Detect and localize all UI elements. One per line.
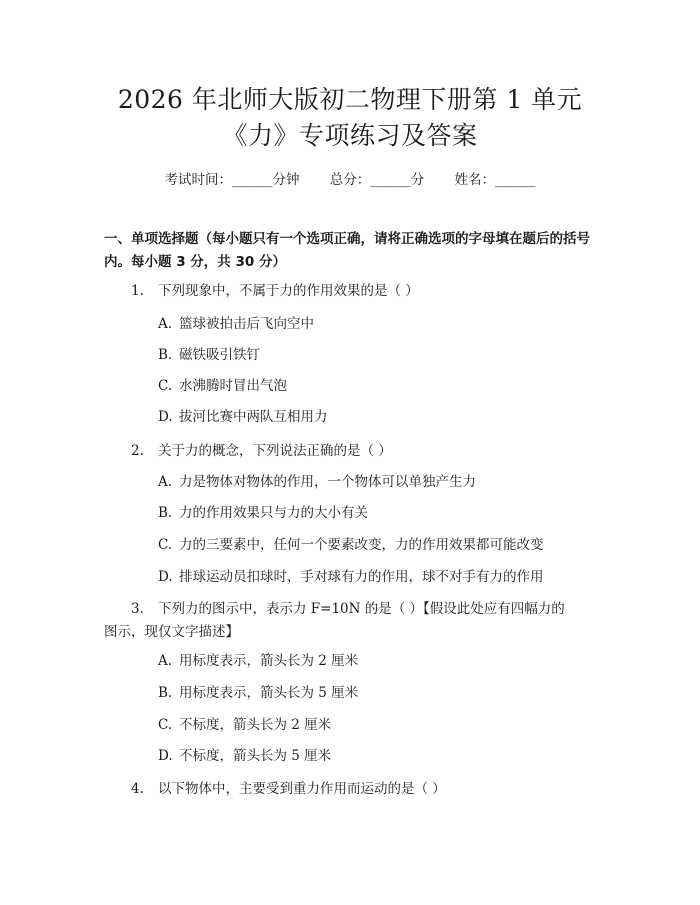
option-letter: B.	[158, 347, 173, 363]
question-3-option-a	[158, 651, 358, 671]
question-2-option-b	[158, 503, 368, 523]
option-text: 力的作用效果只与力的大小有关	[179, 505, 368, 521]
question-2-option-c	[158, 535, 544, 555]
option-letter: D.	[158, 569, 173, 585]
question-2-option-a	[158, 472, 476, 492]
question-text: 以下物体中，主要受到重力作用而运动的是（ ）	[158, 781, 446, 797]
question-3-option-d	[158, 746, 331, 766]
option-text: 用标度表示，箭头长为 2 厘米	[179, 653, 359, 669]
question-4	[131, 778, 446, 801]
option-letter: B.	[158, 685, 173, 701]
question-1-option-c	[158, 376, 287, 396]
option-text: 不标度，箭头长为 5 厘米	[179, 748, 332, 764]
question-3-option-c	[158, 715, 331, 735]
option-text: 用标度表示，箭头长为 5 厘米	[179, 685, 359, 701]
exam-total-score: 总分：______分	[329, 172, 425, 188]
question-text: 下列现象中，不属于力的作用效果的是（ ）	[158, 283, 419, 299]
option-letter: C.	[158, 378, 173, 394]
question-1-option-a	[158, 314, 314, 334]
question-1-option-b	[158, 345, 260, 365]
question-number: 1.	[131, 283, 144, 299]
option-letter: A.	[158, 316, 173, 332]
question-1-option-d	[158, 407, 328, 427]
option-text: 不标度，箭头长为 2 厘米	[179, 717, 332, 733]
option-letter: C.	[158, 537, 173, 553]
option-letter: A.	[158, 653, 173, 669]
exam-time: 考试时间：______分钟	[164, 172, 300, 188]
question-3-option-b	[158, 683, 358, 703]
option-text: 力的三要素中，任何一个要素改变，力的作用效果都可能改变	[179, 537, 544, 553]
option-letter: D.	[158, 748, 173, 764]
option-text: 排球运动员扣球时，手对球有力的作用，球不对手有力的作用	[179, 569, 544, 585]
document-title-line1: 2026 年北师大版初二物理下册第 1 单元	[117, 85, 583, 114]
exam-name: 姓名：______	[454, 172, 536, 188]
question-3	[104, 598, 574, 644]
question-2-option-d	[158, 567, 544, 587]
question-text: 下列力的图示中，表示力 F=10N 的是（ ）【假设此处应有四幅力的图示，现仅文字描述】	[104, 601, 565, 640]
option-text: 力是物体对物体的作用，一个物体可以单独产生力	[179, 474, 476, 490]
question-number: 3.	[131, 601, 144, 617]
option-letter: C.	[158, 717, 173, 733]
option-text: 拔河比赛中两队互相用力	[179, 409, 328, 425]
option-letter: B.	[158, 505, 173, 521]
option-letter: A.	[158, 474, 173, 490]
option-letter: D.	[158, 409, 173, 425]
document-title-line2: 《力》专项练习及答案	[222, 121, 478, 150]
option-text: 篮球被拍击后飞向空中	[179, 316, 314, 332]
question-number: 2.	[131, 443, 144, 459]
question-number: 4.	[131, 781, 144, 797]
question-2	[131, 440, 392, 463]
section-heading: 一、单项选择题（每小题只有一个选项正确，请将正确选项的字母填在题后的括号内。每小题 3 分，共 30 分）	[104, 231, 590, 270]
exam-info	[0, 168, 700, 188]
option-text: 磁铁吸引铁钉	[179, 347, 260, 363]
question-1	[131, 280, 419, 303]
question-text: 关于力的概念，下列说法正确的是（ ）	[158, 443, 392, 459]
option-text: 水沸腾时冒出气泡	[179, 378, 287, 394]
